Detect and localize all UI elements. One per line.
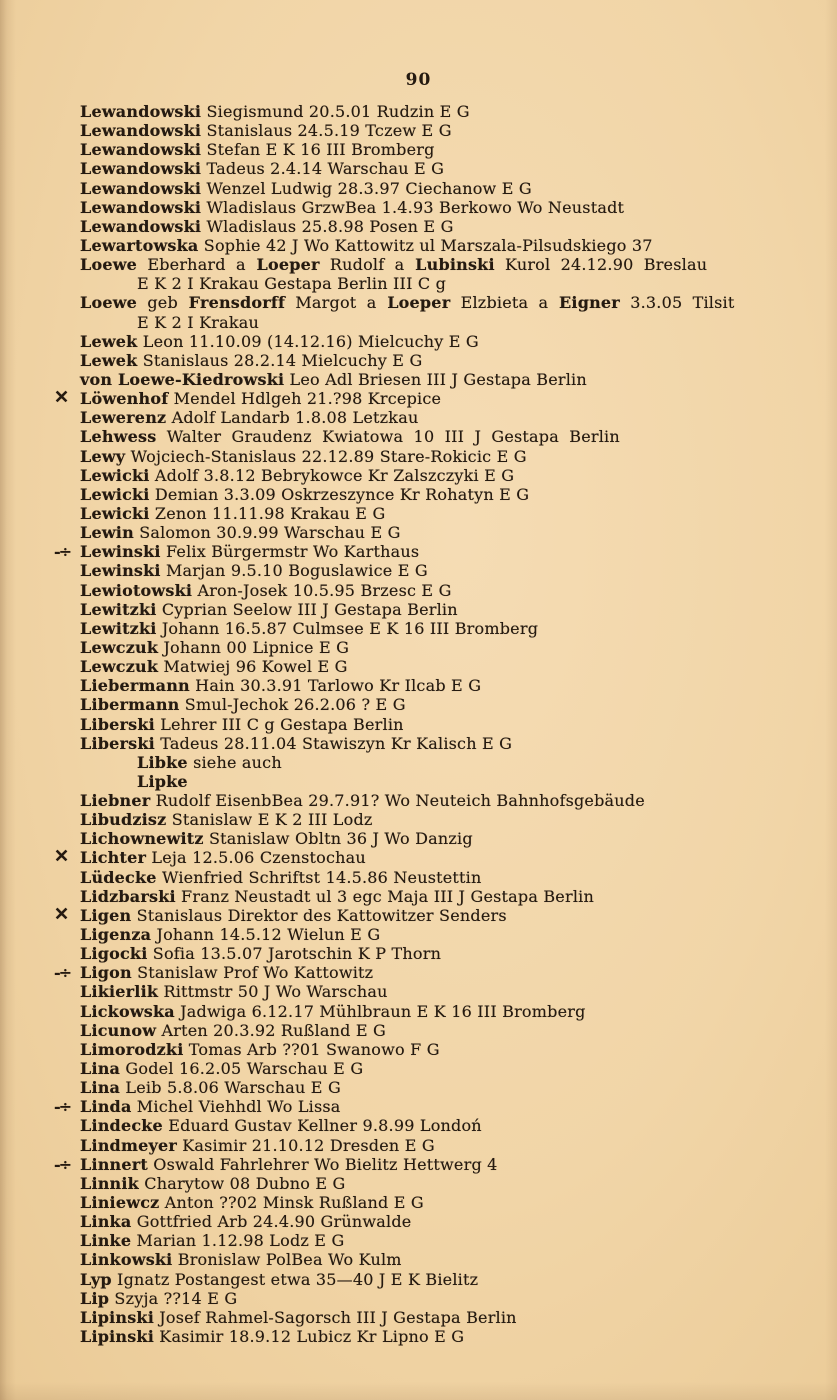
entry-text: Adolf 3.8.12 Bebrykowce Kr Zalszczyki E G	[149, 465, 515, 485]
directory-entry	[80, 159, 780, 178]
entry-surname: Linka	[80, 1212, 132, 1232]
directory-entry	[80, 1174, 780, 1193]
entries-list	[54, 102, 780, 1346]
entry-text: geb	[137, 293, 178, 313]
entry-text: Leon 11.10.09 (14.12.16) Mielcuchy E G	[137, 331, 479, 351]
entry-text: Wienfried Schriftst 14.5.86 Neustettin	[156, 867, 482, 887]
entry-surname: Linke	[80, 1231, 132, 1251]
entry-text: Smul-Jechok 26.2.06 ? E G	[179, 695, 406, 715]
entry-surname: Lewandowski	[80, 121, 202, 141]
entry-text: Cyprian Seelow III J Gestapa Berlin	[156, 599, 458, 619]
entry-surname: Lewek	[80, 350, 138, 370]
division-mark-icon: -÷	[54, 542, 71, 562]
directory-entry	[80, 427, 780, 446]
directory-entry	[80, 715, 780, 734]
entry-surname: Linnik	[80, 1173, 139, 1193]
directory-entry	[80, 887, 780, 906]
directory-entry	[80, 140, 780, 159]
entry-text: Demian 3.3.09 Oskrzeszynce Kr Rohatyn E G	[149, 484, 530, 504]
directory-entry	[80, 293, 780, 312]
directory-entry	[80, 255, 780, 274]
entry-text: Salomon 30.9.99 Warschau E G	[133, 523, 401, 543]
directory-entry	[54, 963, 780, 983]
directory-entry	[80, 1250, 780, 1269]
entry-text: Leo Adl Briesen III J Gestapa Berlin	[284, 369, 587, 389]
directory-entry	[80, 925, 780, 944]
entry-text: Eduard Gustav Kellner 9.8.99 Londoń	[162, 1116, 482, 1136]
directory-entry	[80, 408, 780, 427]
entry-text: Stanislaus Direktor des Kattowitzer Senders	[131, 905, 507, 925]
entry-text: Gottfried Arb 24.4.90 Grünwalde	[131, 1212, 412, 1232]
entry-text: Wenzel Ludwig 28.3.97 Ciechanow E G	[201, 178, 532, 198]
directory-entry	[80, 1002, 780, 1021]
entry-text: Ignatz Postangest etwa 35—40 J E K Bielitz	[111, 1269, 479, 1289]
entry-surname: Lichter	[80, 848, 147, 868]
directory-entry	[80, 581, 780, 600]
directory-entry	[80, 179, 780, 198]
entry-surname: Lewicki	[80, 465, 150, 485]
directory-entry	[80, 217, 780, 236]
entry-text: Kasimir 21.10.12 Dresden E G	[176, 1135, 435, 1155]
entry-text: Tadeus 2.4.14 Warschau E G	[201, 159, 445, 179]
entry-surname: Lewandowski	[80, 197, 202, 217]
entry-text: Margot a	[285, 293, 377, 313]
entry-surname: von Loewe-Kiedrowski	[80, 369, 285, 389]
directory-entry	[54, 542, 780, 562]
entry-text: Stefan E K 16 III Bromberg	[201, 140, 435, 160]
entry-surname: Ligocki	[80, 944, 148, 964]
entry-text: Arten 20.3.92 Rußland E G	[156, 1020, 386, 1040]
entry-text: Marian 1.12.98 Lodz E G	[131, 1231, 345, 1251]
entry-surname: Liberski	[80, 733, 155, 753]
entry-text: Wladislaus GrzwBea 1.4.93 Berkowo Wo Neustadt	[201, 197, 625, 217]
directory-entry	[54, 903, 780, 925]
entry-surname: Linkowski	[80, 1250, 173, 1270]
entry-text: Stanislaw Prof Wo Kattowitz	[131, 963, 374, 983]
entry-text: Rudolf a	[319, 255, 405, 275]
directory-entry	[80, 1078, 780, 1097]
entry-surname: Lewandowski	[80, 216, 202, 236]
entry-surname: Lewicki	[80, 484, 150, 504]
directory-entry	[80, 810, 780, 829]
directory-entry	[54, 1154, 780, 1174]
entry-text: Sophie 42 J Wo Kattowitz ul Marszala-Pilsudskiego 37	[198, 235, 653, 255]
entry-surname: Loeper	[376, 293, 451, 313]
entry-text: Aron-Josek 10.5.95 Brzesc E G	[192, 580, 452, 600]
entry-surname: Liberski	[80, 714, 155, 734]
entry-surname: Lewandowski	[80, 140, 202, 160]
entry-surname: Ligen	[80, 905, 132, 925]
entry-text: Johann 14.5.12 Wielun E G	[151, 925, 381, 945]
entry-surname: Lewinski	[80, 542, 161, 562]
entry-surname: Lewek	[80, 331, 138, 351]
directory-entry	[80, 504, 780, 523]
directory-entry	[80, 102, 780, 121]
entry-surname: Lindecke	[80, 1116, 163, 1136]
entry-surname: Ligenza	[80, 925, 152, 945]
entry-surname: Lip	[80, 1288, 110, 1308]
entry-surname: Libermann	[80, 695, 180, 715]
entry-text: Lehrer III C g Gestapa Berlin	[154, 714, 404, 734]
directory-entry	[80, 466, 780, 485]
entry-text: Stanislaus 28.2.14 Mielcuchy E G	[137, 350, 423, 370]
entry-text: Leib 5.8.06 Warschau E G	[120, 1078, 341, 1098]
directory-entry	[80, 734, 780, 753]
entry-surname: Lewy	[80, 446, 126, 466]
entry-surname: Lina	[80, 1078, 121, 1098]
entry-surname: Liebner	[80, 791, 151, 811]
entry-text: Elzbieta a	[450, 293, 549, 313]
entry-text: Sofia 13.5.07 Jarotschin K P Thorn	[147, 944, 442, 964]
entry-surname: Lewandowski	[80, 159, 202, 179]
directory-entry	[80, 944, 780, 963]
entry-surname: Lewitzki	[80, 599, 157, 619]
entry-surname: Lewinski	[80, 561, 161, 581]
entry-text: Wladislaus 25.8.98 Posen E G	[201, 216, 454, 236]
entry-text: Mendel Hdlgeh 21.?98 Krcepice	[168, 389, 442, 409]
entry-surname: Lüdecke	[80, 867, 157, 887]
directory-entry	[54, 387, 780, 409]
directory-entry	[80, 1116, 780, 1135]
entry-surname: Liniewcz	[80, 1193, 160, 1213]
entry-text: Felix Bürgermstr Wo Karthaus	[160, 542, 420, 562]
entry-surname: Lewandowski	[80, 178, 202, 198]
entry-surname: Libudzisz	[80, 810, 167, 830]
directory-entry	[54, 1097, 780, 1117]
directory-entry	[54, 846, 780, 868]
entry-text: Tomas Arb ??01 Swanowo F G	[183, 1039, 440, 1059]
entry-text: E K 2 I Krakau Gestapa Berlin III C g	[137, 274, 447, 294]
entry-text: Kurol 24.12.90 Breslau	[494, 255, 708, 275]
entry-surname: Linnert	[80, 1154, 148, 1174]
entry-text: Leja 12.5.06 Czenstochau	[146, 848, 366, 868]
entry-text: 3.3.05 Tilsit	[619, 293, 735, 313]
entry-surname: Lipke	[137, 771, 188, 791]
directory-entry	[80, 274, 780, 293]
entry-surname: Loewe	[80, 293, 138, 313]
directory-entry	[80, 753, 780, 772]
entry-text: Franz Neustadt ul 3 egc Maja III J Gestapa Berlin	[175, 886, 594, 906]
entry-text: Michel Viehhdl Wo Lissa	[131, 1097, 341, 1117]
directory-entry	[80, 1212, 780, 1231]
entry-surname: Linda	[80, 1097, 132, 1117]
division-mark-icon: -÷	[54, 1097, 71, 1117]
directory-entry	[80, 638, 780, 657]
directory-entry	[80, 772, 780, 791]
entry-text: Stanislaw E K 2 III Lodz	[166, 810, 373, 830]
entry-text: Anton ??02 Minsk Rußland E G	[159, 1193, 424, 1213]
entry-text: E K 2 I Krakau	[137, 312, 259, 332]
directory-entry	[80, 657, 780, 676]
directory-entry	[80, 1231, 780, 1250]
entry-text: Zenon 11.11.98 Krakau E G	[149, 503, 386, 523]
entry-text: Szyja ??14 E G	[109, 1288, 238, 1308]
entry-surname: Lichownewitz	[80, 829, 204, 849]
entry-surname: Lipinski	[80, 1327, 154, 1346]
entry-text: Stanislaus 24.5.19 Tczew E G	[201, 121, 452, 141]
directory-entry	[80, 1136, 780, 1155]
entry-text: Godel 16.2.05 Warschau E G	[120, 1059, 364, 1079]
entry-text: Jadwiga 6.12.17 Mühlbraun E K 16 III Bromberg	[174, 1001, 586, 1021]
entry-surname: Lipinski	[80, 1307, 154, 1327]
cross-mark-icon: ✕	[54, 903, 70, 925]
directory-entry	[80, 485, 780, 504]
entry-text: Walter Graudenz Kwiatowa 10 III J Gestapa Berlin	[156, 427, 620, 447]
directory-entry	[80, 1059, 780, 1078]
entry-surname: Frensdorff	[177, 293, 286, 313]
entry-surname: Loeper	[245, 255, 320, 275]
entry-text: Rittmstr 50 J Wo Warschau	[158, 982, 388, 1002]
entry-text: Siegismund 20.5.01 Rudzin E G	[201, 102, 470, 121]
entry-surname: Lidzbarski	[80, 886, 176, 906]
entry-text: Rudolf EisenbBea 29.7.91? Wo Neuteich Bahnhofsgebäude	[150, 791, 645, 811]
entry-text: Wojciech-Stanislaus 22.12.89 Stare-Rokicic E G	[125, 446, 527, 466]
entry-text: Josef Rahmel-Sagorsch III J Gestapa Berlin	[154, 1307, 517, 1327]
division-mark-icon: -÷	[54, 963, 71, 983]
directory-entry	[80, 121, 780, 140]
directory-entry	[80, 982, 780, 1001]
entry-surname: Lewerenz	[80, 408, 167, 428]
entry-surname: Lewczuk	[80, 637, 159, 657]
directory-entry	[80, 1193, 780, 1212]
entry-surname: Lewczuk	[80, 657, 159, 677]
entry-surname: Libke	[137, 752, 188, 772]
directory-entry	[80, 868, 780, 887]
directory-entry	[80, 351, 780, 370]
entry-surname: Lehwess	[80, 427, 157, 447]
directory-entry	[80, 676, 780, 695]
entry-surname: Lewiotowski	[80, 580, 193, 600]
directory-entry	[80, 447, 780, 466]
entry-surname: Eigner	[548, 293, 620, 313]
entry-text: Johann 16.5.87 Culmsee E K 16 III Bromberg	[156, 618, 539, 638]
entry-text: Hain 30.3.91 Tarlowo Kr Ilcab E G	[189, 676, 482, 696]
entry-surname: Lickowska	[80, 1001, 175, 1021]
entry-text: Adolf Landarb 1.8.08 Letzkau	[166, 408, 419, 428]
directory-entry	[80, 332, 780, 351]
entry-surname: Lindmeyer	[80, 1135, 177, 1155]
entry-text: siehe auch	[187, 752, 282, 772]
directory-entry	[80, 1040, 780, 1059]
entry-text: Johann 00 Lipnice E G	[158, 637, 350, 657]
directory-entry	[80, 198, 780, 217]
directory-entry	[80, 236, 780, 255]
entry-surname: Loewe	[80, 255, 138, 275]
entry-surname: Ligon	[80, 963, 132, 983]
division-mark-icon: -÷	[54, 1154, 71, 1174]
directory-entry	[80, 1289, 780, 1308]
entry-surname: Lubinski	[404, 255, 495, 275]
cross-mark-icon: ✕	[54, 387, 70, 409]
entry-surname: Lina	[80, 1059, 121, 1079]
entry-text: Matwiej 96 Kowel E G	[158, 657, 348, 677]
directory-entry	[80, 829, 780, 848]
entry-text: Bronislaw PolBea Wo Kulm	[172, 1250, 402, 1270]
entry-text: Eberhard a	[137, 255, 246, 275]
directory-entry	[80, 370, 780, 389]
directory-entry	[80, 313, 780, 332]
directory-entry	[80, 523, 780, 542]
entry-surname: Likierlik	[80, 982, 159, 1002]
entry-surname: Löwenhof	[80, 389, 169, 409]
entry-surname: Lewitzki	[80, 618, 157, 638]
entry-text: Kasimir 18.9.12 Lubicz Kr Lipno E G	[154, 1327, 465, 1346]
entry-text: Stanislaw Obltn 36 J Wo Danzig	[203, 829, 473, 849]
entry-surname: Lewandowski	[80, 102, 202, 121]
entry-text: Charytow 08 Dubno E G	[138, 1173, 346, 1193]
entry-surname: Lewin	[80, 523, 134, 543]
entry-text: Oswald Fahrlehrer Wo Bielitz Hettwerg 4	[148, 1154, 498, 1174]
entry-surname: Limorodzki	[80, 1039, 184, 1059]
directory-entry	[80, 791, 780, 810]
entry-surname: Liebermann	[80, 676, 190, 696]
directory-entry	[80, 695, 780, 714]
directory-entry	[80, 600, 780, 619]
entry-surname: Lewartowska	[80, 235, 199, 255]
directory-entry	[80, 619, 780, 638]
entry-surname: Lewicki	[80, 503, 150, 523]
directory-entry	[80, 1270, 780, 1289]
entry-surname: Licunow	[80, 1020, 157, 1040]
page-number: 90	[405, 70, 432, 90]
directory-entry	[80, 1327, 780, 1346]
directory-entry	[80, 1308, 780, 1327]
entry-text: Tadeus 28.11.04 Stawiszyn Kr Kalisch E G	[154, 733, 513, 753]
entry-text: Marjan 9.5.10 Boguslawice E G	[160, 561, 428, 581]
directory-entry	[80, 1021, 780, 1040]
directory-entry	[80, 561, 780, 580]
entry-surname: Lyp	[80, 1269, 112, 1289]
cross-mark-icon: ✕	[54, 846, 70, 868]
